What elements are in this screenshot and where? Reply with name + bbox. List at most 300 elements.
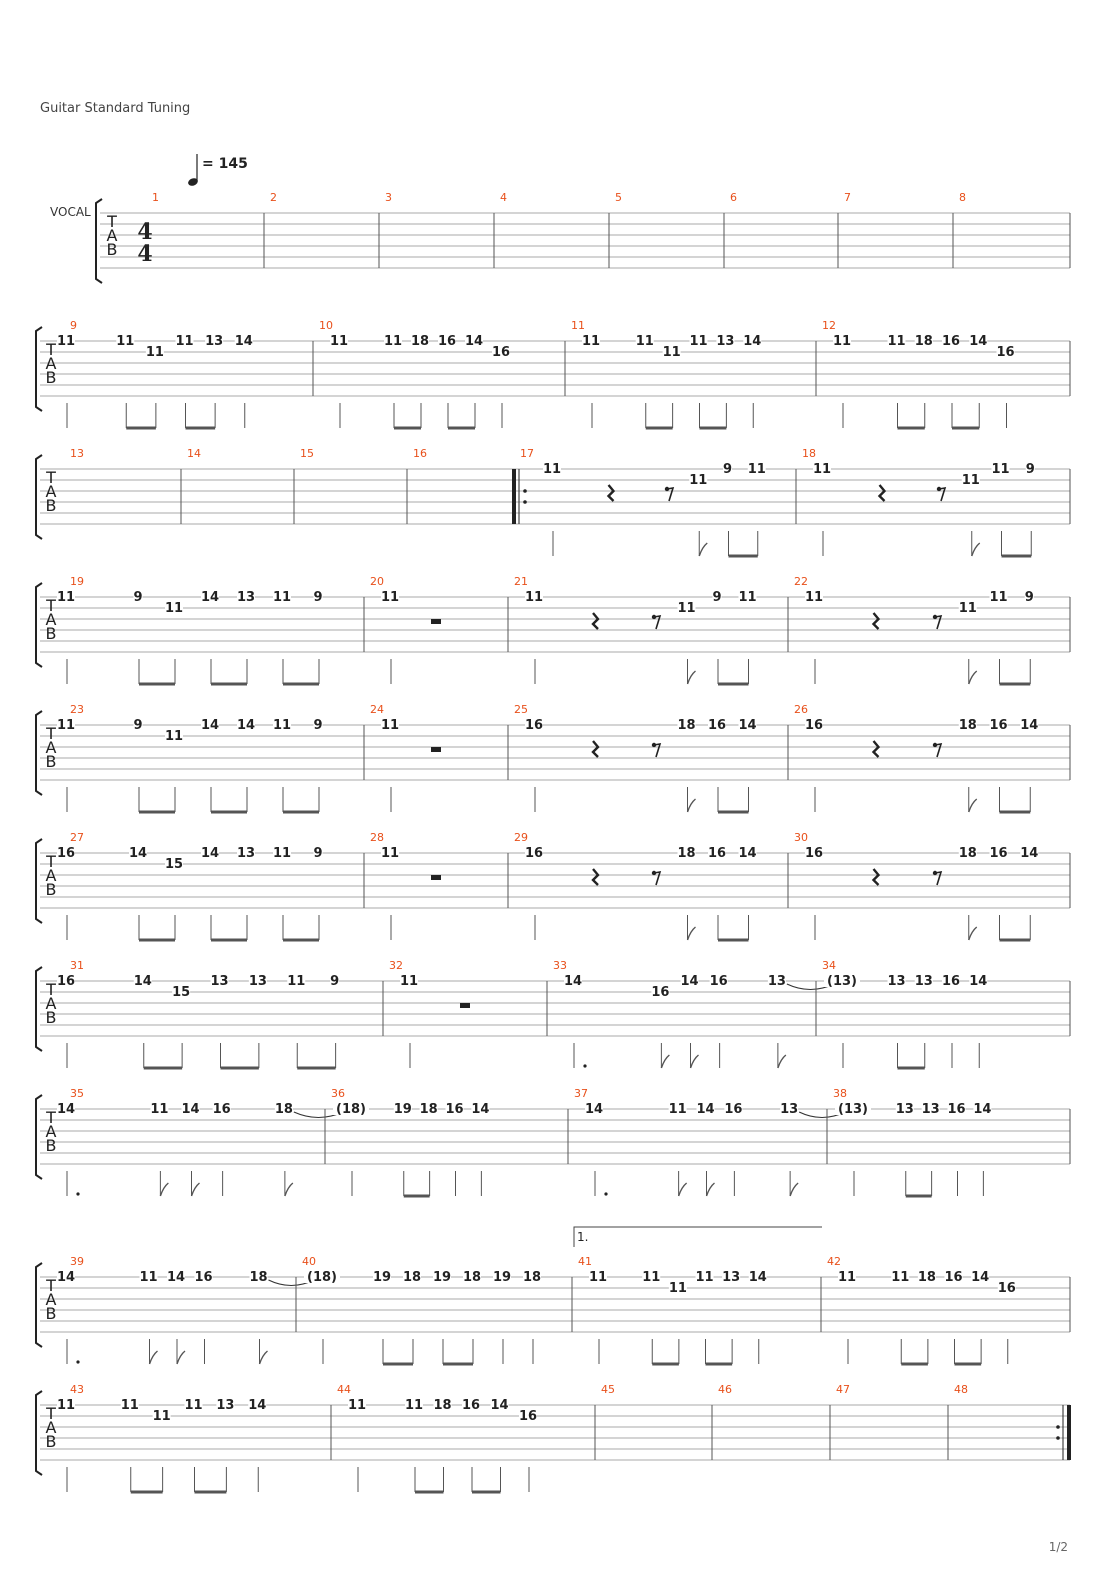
fret-number: 11: [380, 590, 400, 605]
measure-number: 45: [601, 1383, 615, 1396]
measure-48: [948, 1383, 1071, 1460]
measure-number: 7: [844, 191, 851, 204]
measure-number: 23: [70, 703, 84, 716]
fret-number: 11: [380, 718, 400, 733]
system-bracket: [36, 711, 42, 795]
tab-letter: T: [46, 468, 56, 487]
measure-number: 17: [520, 447, 534, 460]
fret-number: 11: [404, 1398, 424, 1413]
fret-number: 14: [971, 1270, 990, 1285]
measure-14: [181, 447, 201, 524]
measure-number: 25: [514, 703, 528, 716]
measure-number: 18: [802, 447, 816, 460]
fret-number: 9: [133, 590, 143, 605]
measure-number: 33: [553, 959, 567, 972]
fret-number: (13): [838, 1102, 868, 1117]
repeat-start-thick: [512, 469, 516, 524]
fret-number: 16: [56, 974, 76, 989]
fret-number: 11: [380, 846, 400, 861]
system-bracket: [36, 327, 42, 411]
fret-number: 19: [372, 1270, 392, 1285]
fret-number: 9: [1025, 462, 1035, 477]
fret-number: 9: [313, 590, 323, 605]
fret-number: 16: [524, 846, 544, 861]
fret-number: 14: [200, 590, 220, 605]
fret-number: 13: [914, 974, 933, 989]
fret-number: 14: [1020, 718, 1039, 733]
fret-number: 11: [804, 590, 824, 605]
measure-number: 30: [794, 831, 808, 844]
measure-number: 15: [300, 447, 314, 460]
repeat-dot: [1056, 1436, 1060, 1440]
fret-number: 11: [891, 1270, 910, 1285]
fret-number: 14: [248, 1398, 267, 1413]
fret-number: 16: [709, 974, 728, 989]
fret-number: 18: [917, 1270, 936, 1285]
measure-number: 42: [827, 1255, 841, 1268]
fret-number: 13: [895, 1102, 914, 1117]
fret-number: 11: [272, 846, 292, 861]
fret-number: 16: [194, 1270, 213, 1285]
fret-number: 16: [989, 846, 1008, 861]
page-number: 1/2: [1048, 1540, 1068, 1554]
measure-number: 40: [302, 1255, 316, 1268]
fret-number: 18: [677, 718, 696, 733]
dot: [76, 1360, 79, 1363]
fret-number: 16: [56, 846, 76, 861]
tab-letter: T: [46, 1404, 56, 1423]
fret-number: 11: [747, 462, 766, 477]
fret-number: 18: [433, 1398, 452, 1413]
system-5: [36, 703, 1070, 812]
system-bracket: [36, 583, 42, 667]
fret-number: 14: [563, 974, 583, 989]
time-signature-bottom: 4: [137, 241, 153, 267]
fret-number: 16: [941, 974, 961, 989]
fret-number: 16: [989, 718, 1008, 733]
time-signature-top: 4: [137, 219, 153, 245]
fret-number: 11: [383, 334, 403, 349]
tab-letter: T: [46, 980, 56, 999]
fret-number: 13: [767, 974, 786, 989]
fret-number: 19: [432, 1270, 452, 1285]
tab-letter: A: [45, 354, 57, 373]
fret-number: 11: [175, 334, 194, 349]
measure-number: 48: [954, 1383, 968, 1396]
fret-number: 11: [347, 1398, 367, 1413]
quarter-rest: [874, 741, 879, 757]
fret-number: 18: [410, 334, 430, 349]
tab-letter: B: [106, 240, 118, 259]
fret-number: 9: [712, 590, 722, 605]
eighth-flag: [969, 671, 977, 684]
fret-number: 19: [393, 1102, 412, 1117]
fret-number: (18): [336, 1102, 366, 1117]
eighth-flag: [688, 927, 696, 940]
repeat-end-thick: [1067, 1405, 1071, 1460]
measure-4: [494, 191, 507, 268]
measure-number: 19: [70, 575, 84, 588]
tab-letter: A: [45, 482, 57, 501]
fret-number: 14: [471, 1102, 490, 1117]
fret-number: 13: [921, 1102, 940, 1117]
fret-number: 11: [56, 590, 76, 605]
fret-number: 13: [210, 974, 229, 989]
fret-number: 14: [1020, 846, 1039, 861]
system-4: [36, 575, 1070, 684]
tab-letter: A: [45, 610, 57, 629]
quarter-rest: [874, 869, 879, 885]
measure-number: 21: [514, 575, 528, 588]
fret-number: 14: [680, 974, 699, 989]
fret-number: 14: [748, 1270, 767, 1285]
measure-number: 26: [794, 703, 808, 716]
fret-number: 16: [996, 345, 1015, 360]
fret-number: 11: [272, 590, 292, 605]
fret-number: 11: [329, 334, 349, 349]
tab-letter: T: [46, 340, 56, 359]
measure-8: [953, 191, 966, 268]
fret-number: 11: [689, 473, 708, 488]
dot: [583, 1064, 586, 1067]
tab-letter: B: [45, 1136, 57, 1155]
fret-number: 14: [166, 1270, 186, 1285]
fret-number: 13: [887, 974, 906, 989]
eighth-flag: [285, 1183, 293, 1196]
fret-number: (13): [827, 974, 857, 989]
repeat-dot: [523, 500, 527, 504]
eighth-flag: [192, 1183, 200, 1196]
measure-41: [572, 1227, 822, 1364]
fret-number: 14: [969, 334, 988, 349]
fret-number: 11: [524, 590, 544, 605]
eighth-flag: [707, 1183, 715, 1196]
eighth-flag: [688, 671, 696, 684]
fret-number: 11: [668, 1281, 687, 1296]
fret-number: 11: [145, 345, 164, 360]
tab-letter: A: [45, 1122, 57, 1141]
fret-number: 9: [313, 718, 323, 733]
fret-number: 18: [958, 718, 977, 733]
fret-number: 14: [584, 1102, 604, 1117]
fret-number: 11: [642, 1270, 661, 1285]
fret-number: 11: [958, 601, 977, 616]
measure-2: [264, 191, 277, 268]
tab-letter: B: [45, 1008, 57, 1027]
fret-number: 11: [738, 590, 757, 605]
tab-letter: B: [45, 1304, 57, 1323]
fret-number: 11: [120, 1398, 139, 1413]
fret-number: 14: [738, 846, 757, 861]
fret-number: 9: [313, 846, 323, 861]
fret-number: 13: [716, 334, 735, 349]
fret-number: 11: [399, 974, 419, 989]
quarter-rest: [874, 613, 879, 629]
quarter-rest: [609, 485, 614, 501]
system-bracket: [36, 839, 42, 923]
fret-number: 14: [200, 718, 220, 733]
measure-number: 16: [413, 447, 427, 460]
tab-letter: B: [45, 752, 57, 771]
fret-number: 18: [914, 334, 933, 349]
quarter-rest: [593, 869, 598, 885]
fret-number: 11: [689, 334, 708, 349]
fret-number: 11: [56, 1398, 76, 1413]
measure-number: 41: [578, 1255, 592, 1268]
eighth-flag: [177, 1351, 185, 1364]
quarter-rest: [593, 741, 598, 757]
measure-number: 47: [836, 1383, 850, 1396]
measure-number: 13: [70, 447, 84, 460]
fret-number: 14: [200, 846, 220, 861]
fret-number: 16: [804, 846, 824, 861]
fret-number: 13: [722, 1270, 741, 1285]
fret-number: 18: [419, 1102, 438, 1117]
measure-number: 39: [70, 1255, 84, 1268]
measure-6: [724, 191, 737, 268]
eighth-flag: [688, 799, 696, 812]
eighth-flag: [969, 927, 977, 940]
tab-letter: B: [45, 1432, 57, 1451]
fret-number: 11: [635, 334, 654, 349]
half-rest: [460, 1003, 470, 1008]
half-rest: [431, 619, 441, 624]
eighth-flag: [150, 1351, 158, 1364]
fret-number: 11: [139, 1270, 158, 1285]
system-bracket: [36, 1391, 42, 1475]
fret-number: 13: [780, 1102, 799, 1117]
fret-number: 11: [287, 974, 306, 989]
fret-number: 11: [184, 1398, 203, 1413]
tuning-label: Guitar Standard Tuning: [40, 101, 191, 116]
tab-letter: B: [45, 496, 57, 515]
tab-letter: T: [46, 596, 56, 615]
measure-number: 11: [571, 319, 585, 332]
fret-number: 16: [804, 718, 824, 733]
fret-number: 9: [330, 974, 340, 989]
fret-number: 11: [150, 1102, 169, 1117]
tab-letter: B: [45, 624, 57, 643]
fret-number: 11: [677, 601, 696, 616]
fret-number: 13: [248, 974, 267, 989]
system-bracket: [36, 1095, 42, 1179]
fret-number: 11: [542, 462, 562, 477]
tab-letter: A: [45, 738, 57, 757]
quarter-rest: [880, 485, 885, 501]
fret-number: 14: [56, 1270, 76, 1285]
tab-letter: A: [45, 1290, 57, 1309]
fret-number: 11: [832, 334, 852, 349]
tab-letter: T: [46, 852, 56, 871]
fret-number: (18): [307, 1270, 337, 1285]
fret-number: 18: [249, 1270, 268, 1285]
fret-number: 11: [116, 334, 135, 349]
fret-number: 11: [56, 718, 76, 733]
fret-number: 16: [461, 1398, 481, 1413]
fret-number: 14: [969, 974, 988, 989]
volta-bracket: [574, 1227, 822, 1247]
fret-number: 11: [152, 1409, 171, 1424]
fret-number: 14: [738, 718, 757, 733]
fret-number: 16: [212, 1102, 231, 1117]
fret-number: 14: [236, 718, 256, 733]
volta-label: 1.: [577, 1230, 589, 1244]
fret-number: 14: [133, 974, 152, 989]
half-rest: [431, 747, 441, 752]
measure-number: 6: [730, 191, 737, 204]
measure-number: 36: [331, 1087, 345, 1100]
measure-number: 43: [70, 1383, 84, 1396]
measure-number: 5: [615, 191, 622, 204]
measure-1: [152, 191, 159, 204]
dot: [604, 1192, 607, 1195]
fret-number: 14: [973, 1102, 992, 1117]
fret-number: 16: [491, 345, 511, 360]
system-bracket: [36, 1263, 42, 1347]
repeat-dot: [523, 489, 527, 493]
measure-7: [838, 191, 851, 268]
fret-number: 11: [837, 1270, 857, 1285]
system-bracket: [96, 199, 102, 283]
fret-number: 16: [437, 334, 457, 349]
fret-number: 16: [518, 1409, 538, 1424]
eighth-flag: [679, 1183, 687, 1196]
measure-number: 22: [794, 575, 808, 588]
fret-number: 16: [944, 1270, 963, 1285]
measure-15: [294, 447, 314, 524]
dot: [76, 1192, 79, 1195]
system-7: [36, 959, 1070, 1068]
measure-5: [609, 191, 622, 268]
fret-number: 16: [724, 1102, 743, 1117]
measure-number: 27: [70, 831, 84, 844]
fret-number: 16: [524, 718, 544, 733]
tab-letter: B: [45, 368, 57, 387]
half-rest: [431, 875, 441, 880]
measure-3: [379, 191, 392, 268]
fret-number: 14: [490, 1398, 509, 1413]
tempo-text: = 145: [202, 156, 248, 172]
fret-number: 16: [707, 846, 727, 861]
eighth-flag: [972, 543, 980, 556]
measure-number: 35: [70, 1087, 84, 1100]
quarter-rest: [593, 613, 598, 629]
system-3: [36, 447, 1070, 556]
eighth-flag: [778, 1055, 786, 1068]
fret-number: 15: [164, 857, 184, 872]
measure-number: 14: [187, 447, 201, 460]
measure-number: 28: [370, 831, 384, 844]
fret-number: 14: [696, 1102, 715, 1117]
measure-number: 20: [370, 575, 384, 588]
tab-letter: T: [46, 1108, 56, 1127]
measure-number: 9: [70, 319, 77, 332]
fret-number: 14: [56, 1102, 76, 1117]
tab-letter: A: [45, 994, 57, 1013]
eighth-flag: [691, 1055, 699, 1068]
fret-number: 16: [947, 1102, 966, 1117]
fret-number: 15: [172, 985, 191, 1000]
fret-number: 14: [743, 334, 762, 349]
fret-number: 13: [216, 1398, 235, 1413]
fret-number: 18: [274, 1102, 293, 1117]
fret-number: 11: [812, 462, 832, 477]
fret-number: 14: [181, 1102, 200, 1117]
fret-number: 11: [887, 334, 906, 349]
measure-number: 1: [152, 191, 159, 204]
fret-number: 13: [236, 590, 256, 605]
system-6: [36, 831, 1070, 940]
eighth-flag: [160, 1183, 168, 1196]
fret-number: 11: [56, 334, 76, 349]
system-2: [36, 319, 1070, 428]
measure-number: 10: [319, 319, 333, 332]
measure-number: 31: [70, 959, 84, 972]
system-9: [36, 1227, 1070, 1364]
tab-letter: T: [107, 212, 117, 231]
fret-number: 16: [445, 1102, 464, 1117]
measure-number: 46: [718, 1383, 732, 1396]
fret-number: 11: [581, 334, 601, 349]
fret-number: 9: [1024, 590, 1034, 605]
fret-number: 11: [662, 345, 681, 360]
fret-number: 13: [236, 846, 256, 861]
measure-number: 38: [833, 1087, 847, 1100]
measure-13: [70, 447, 84, 460]
tab-letter: A: [106, 226, 118, 245]
measure-number: 44: [337, 1383, 351, 1396]
fret-number: 16: [941, 334, 961, 349]
fret-number: 11: [588, 1270, 608, 1285]
fret-number: 11: [272, 718, 292, 733]
fret-number: 11: [164, 729, 184, 744]
tab-letter: A: [45, 866, 57, 885]
fret-number: 18: [402, 1270, 422, 1285]
tab-letter: A: [45, 1418, 57, 1437]
fret-number: 11: [991, 462, 1010, 477]
measure-number: 3: [385, 191, 392, 204]
eighth-flag: [790, 1183, 798, 1196]
tab-letter: B: [45, 880, 57, 899]
fret-number: 9: [722, 462, 733, 477]
fret-number: 18: [958, 846, 977, 861]
tab-letter: T: [46, 1276, 56, 1295]
eighth-flag: [699, 543, 707, 556]
measure-47: [830, 1383, 850, 1460]
system-bracket: [36, 455, 42, 539]
track-name: VOCAL: [50, 205, 91, 219]
eighth-flag: [260, 1351, 268, 1364]
fret-number: 11: [164, 601, 184, 616]
system-1: [96, 191, 1070, 283]
eighth-flag: [661, 1055, 669, 1068]
measure-46: [712, 1383, 732, 1460]
fret-number: 16: [997, 1281, 1016, 1296]
system-10: [36, 1383, 1071, 1492]
fret-number: 16: [707, 718, 727, 733]
measure-number: 34: [822, 959, 836, 972]
fret-number: 18: [677, 846, 696, 861]
fret-number: 19: [492, 1270, 512, 1285]
fret-number: 14: [464, 334, 484, 349]
fret-number: 11: [668, 1102, 687, 1117]
repeat-dot: [1056, 1425, 1060, 1429]
measure-number: 4: [500, 191, 507, 204]
measure-number: 2: [270, 191, 277, 204]
measure-16: [407, 447, 427, 524]
measure-number: 37: [574, 1087, 588, 1100]
fret-number: 14: [234, 334, 253, 349]
